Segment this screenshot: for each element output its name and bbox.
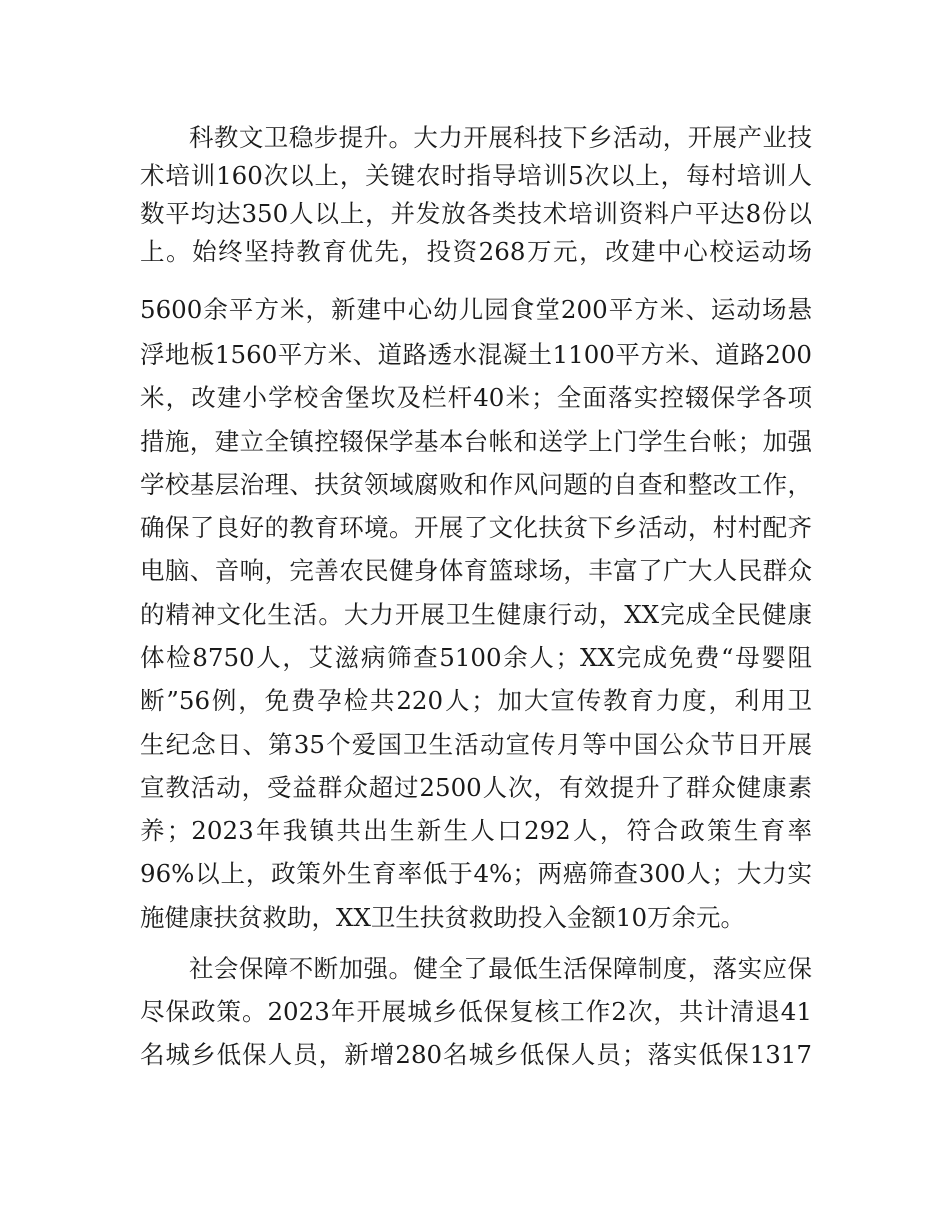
text-line: 生纪念日、第35个爱国卫生活动宣传月等中国公众节日开展	[140, 730, 812, 759]
text-line: 断”56例，免费孕检共220人；加大宣传教育力度，利用卫	[140, 686, 812, 715]
text-line: 施健康扶贫救助，XX卫生扶贫救助投入金额10万余元。	[140, 903, 746, 932]
text-line: 养；2023年我镇共出生新生人口292人，符合政策生育率	[140, 816, 812, 845]
text-line: 数平均达350人以上，并发放各类技术培训资料户平达8份以	[140, 199, 812, 228]
text-line: 科教文卫稳步提升。大力开展科技下乡活动，开展产业技	[189, 123, 812, 152]
text-line: 尽保政策。2023年开展城乡低保复核工作2次，共计清退41	[140, 997, 812, 1026]
text-line: 上。始终坚持教育优先，投资268万元，改建中心校运动场	[140, 237, 812, 266]
text-line: 社会保障不断加强。健全了最低生活保障制度，落实应保	[189, 954, 812, 983]
text-line: 体检8750人，艾滋病筛查5100余人；XX完成免费“母婴阻	[140, 643, 812, 672]
text-line: 宣教活动，受益群众超过2500人次，有效提升了群众健康素	[140, 773, 812, 802]
text-line: 措施，建立全镇控辍保学基本台帐和送学上门学生台帐；加强	[140, 427, 812, 456]
text-line: 米，改建小学校舍堡坎及栏杆40米；全面落实控辍保学各项	[140, 383, 812, 412]
text-line: 名城乡低保人员，新增280名城乡低保人员；落实低保1317	[140, 1040, 812, 1069]
text-line: 电脑、音响，完善农民健身体育篮球场，丰富了广大人民群众	[140, 556, 812, 585]
text-line: 浮地板1560平方米、道路透水混凝土1100平方米、道路200	[140, 340, 812, 369]
text-line: 学校基层治理、扶贫领域腐败和作风问题的自查和整改工作，	[140, 470, 812, 499]
text-line: 的精神文化生活。大力开展卫生健康行动，XX完成全民健康	[140, 600, 812, 629]
text-line: 5600余平方米，新建中心幼儿园食堂200平方米、运动场悬	[140, 295, 812, 324]
text-line: 确保了良好的教育环境。开展了文化扶贫下乡活动，村村配齐	[140, 513, 812, 542]
text-line: 术培训160次以上，关键农时指导培训5次以上，每村培训人	[140, 161, 812, 190]
text-line: 96%以上，政策外生育率低于4%；两癌筛查300人；大力实	[140, 859, 812, 888]
